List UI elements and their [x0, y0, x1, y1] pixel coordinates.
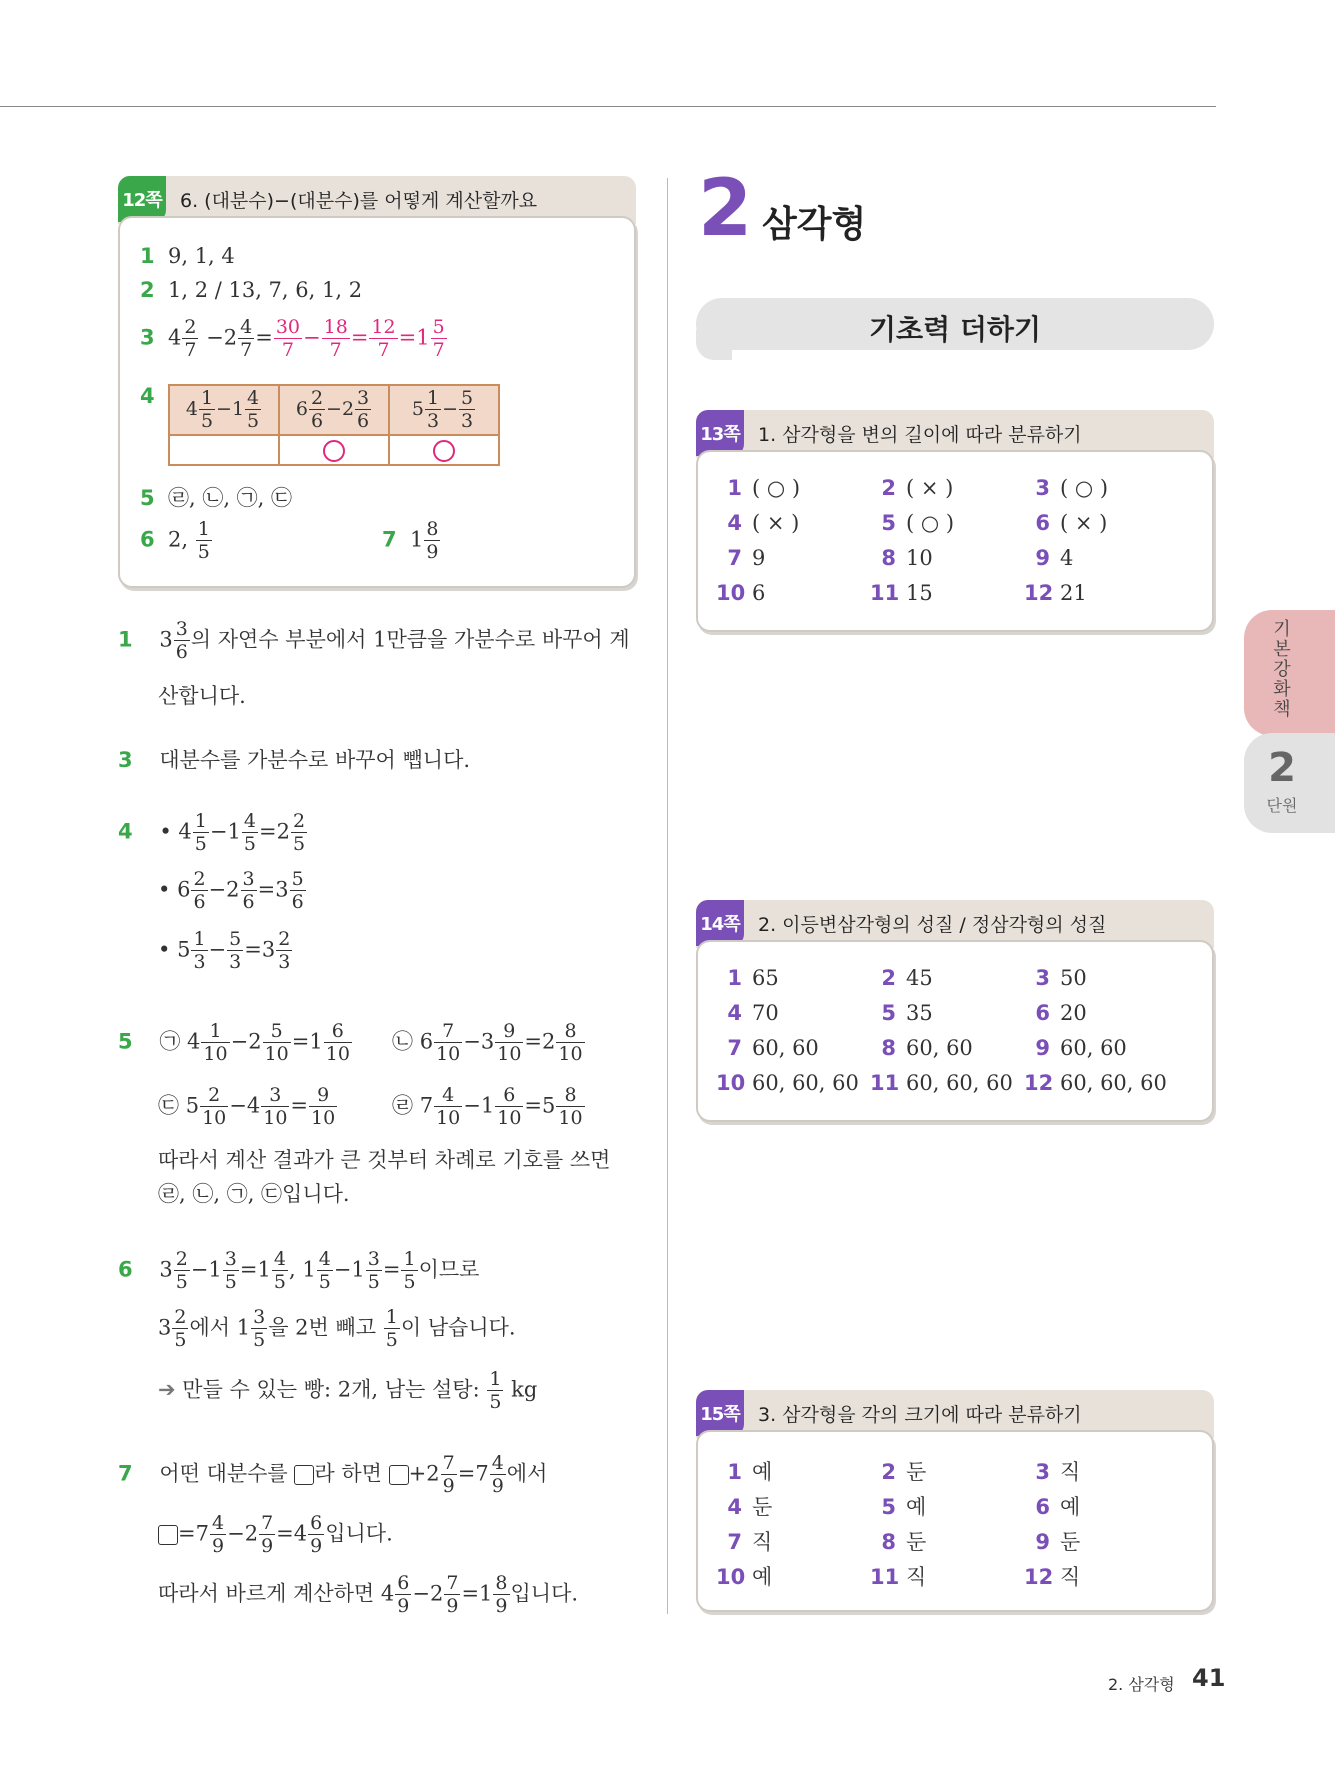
answer-value: 65 [752, 966, 779, 990]
answer-item [716, 1001, 779, 1025]
answer-number: 10 [716, 1071, 746, 1095]
answer-value: 9, 1, 4 [167, 244, 235, 268]
answer-number: 5 [140, 486, 155, 510]
page-tag: 12쪽 [118, 176, 166, 222]
table-cell-empty [169, 435, 279, 465]
answer-number: 7 [727, 546, 742, 570]
answer-number: 6 [140, 527, 155, 552]
side-tab-label: 기 본 강 화 책 [1273, 619, 1291, 720]
answer-value: 둔 [906, 1460, 927, 1484]
answer-number: 12 [1024, 581, 1054, 605]
answer-item [716, 1561, 772, 1591]
answer-box-12 [118, 176, 636, 588]
answer-6 [140, 520, 213, 562]
column-divider [667, 178, 668, 1614]
explanation-text: 대분수를 가분수로 바꾸어 뺍니다. [159, 748, 471, 772]
chapter-number: 2 [698, 164, 753, 254]
answer-item [1024, 476, 1108, 500]
answer-number: 9 [1035, 546, 1050, 570]
banner-text: 기초력 더하기 [868, 313, 1042, 346]
whole: 1 [409, 527, 424, 552]
answer-number: 8 [881, 1530, 896, 1554]
whole: 1 [416, 325, 430, 350]
answer-number: 12 [1024, 1071, 1054, 1095]
answer-item [716, 1036, 819, 1060]
answer-item [1024, 581, 1087, 605]
answer-value: 직 [752, 1530, 773, 1554]
answer-item [1024, 1036, 1127, 1060]
answer-value: 70 [752, 1001, 779, 1025]
explanation-number: 4 [118, 819, 133, 844]
explanation-5-d: ㉣ 7 $\frac{4}{10}$ −1 $\frac{6}{10}$ =5 $\frac{8}{10}$ [392, 1084, 583, 1129]
explanation-number: 3 [118, 748, 133, 772]
answer-item [870, 1456, 926, 1486]
page-tag: 14쪽 [696, 900, 744, 946]
answer-value: 60, 60 [906, 1036, 973, 1060]
answer-2 [140, 278, 362, 302]
explanation-3 [118, 744, 470, 774]
answer-number: 8 [881, 546, 896, 570]
answer-item [870, 1001, 933, 1025]
answer-value: 직 [906, 1565, 927, 1589]
answer-value: 60, 60, 60 [1060, 1071, 1167, 1095]
answer-item [1024, 1526, 1080, 1556]
table-cell: 4 $\frac{1}{5}$ −1 $\frac{4}{5}$ [169, 385, 279, 435]
answer-number: 11 [870, 581, 900, 605]
answer-value: ㉣, ㉡, ㉠, ㉢ [167, 486, 293, 510]
answer-value: 45 [906, 966, 933, 990]
footer-chapter-title: 2. 삼각형 [1108, 1675, 1175, 1694]
answer-value: 35 [906, 1001, 933, 1025]
answer-item [1024, 1001, 1087, 1025]
side-tab-unit[interactable] [1244, 733, 1335, 833]
top-rule [0, 106, 1216, 107]
answer-item [1024, 1456, 1080, 1486]
answer-7 [382, 520, 441, 562]
fraction: $\frac{8}{9}$ [426, 518, 439, 563]
explanation-5: 5 ㉠ 4 $\frac{1}{10}$ −2 $\frac{5}{10}$ =1 $\frac{6}{10}$ [118, 1020, 350, 1065]
answer-value: 예 [1060, 1495, 1081, 1519]
fraction: $\frac{1}{5}$ [197, 518, 210, 563]
answer-value: 15 [906, 581, 933, 605]
answer-item [1024, 546, 1073, 570]
explanation-6-line3: ➔ 만들 수 있는 빵: 2개, 남는 설탕: $\frac{1}{5}$ kg [158, 1368, 538, 1413]
answer-number: 4 [140, 384, 155, 408]
answer-number: 4 [727, 1001, 742, 1025]
answer-value: ( × ) [752, 511, 800, 535]
explanation-7-line2: =7 $\frac{4}{9}$ −2 $\frac{7}{9}$ =4 $\frac{6}{9}$ 입니다. [158, 1514, 393, 1556]
explanation-number: 5 [118, 1029, 133, 1054]
operator: − [206, 325, 224, 350]
answer-number: 1 [727, 966, 742, 990]
box-title: 6. (대분수)−(대분수)를 어떻게 계산할까요 [180, 190, 538, 212]
answer-item [870, 1071, 1013, 1095]
answer-item [1024, 511, 1107, 535]
answer-value: 둔 [1060, 1530, 1081, 1554]
answer-value: 둔 [906, 1530, 927, 1554]
blank-box-icon [389, 1465, 409, 1485]
fraction: $\frac{12}{7}$ [371, 316, 396, 361]
answer-number: 11 [870, 1071, 900, 1095]
answer-item [716, 581, 765, 605]
circle-mark-icon [433, 440, 455, 462]
answer-value: 2, [167, 527, 195, 552]
answer-number: 12 [1024, 1565, 1054, 1589]
answer-item [1024, 966, 1087, 990]
answer-4-table [168, 384, 500, 466]
answer-item [870, 546, 933, 570]
whole: 4 [167, 325, 182, 350]
answer-number: 2 [881, 1460, 896, 1484]
page-tag: 15쪽 [696, 1390, 744, 1436]
answer-number: 8 [881, 1036, 896, 1060]
answer-value: 60, 60, 60 [752, 1071, 859, 1095]
fraction: $\frac{18}{7}$ [323, 316, 348, 361]
answer-item [870, 1561, 926, 1591]
answer-value: ( ○ ) [1060, 476, 1109, 500]
answer-value: 60, 60 [752, 1036, 819, 1060]
answer-5 [140, 482, 292, 512]
table-cell: 5 $\frac{1}{3}$ − $\frac{5}{3}$ [389, 385, 499, 435]
fraction: $\frac{2}{7}$ [184, 316, 197, 361]
answer-item [870, 1491, 926, 1521]
answer-value: ( ○ ) [752, 476, 801, 500]
answer-box-15 [696, 1390, 1214, 1612]
answer-item [870, 966, 933, 990]
box-body [696, 1430, 1214, 1612]
answer-number: 6 [1035, 1495, 1050, 1519]
answer-number: 7 [727, 1036, 742, 1060]
answer-number: 7 [727, 1530, 742, 1554]
section-banner [696, 298, 1214, 350]
answer-number: 10 [716, 581, 746, 605]
answer-value: ( × ) [1060, 511, 1108, 535]
answer-value: 9 [752, 546, 766, 570]
answer-item [870, 1036, 973, 1060]
box-title: 2. 이등변삼각형의 성질 / 정삼각형의 성질 [758, 914, 1107, 936]
answer-number: 2 [881, 476, 896, 500]
fraction: $\frac{30}{7}$ [275, 316, 301, 361]
arrow-right-icon: ➔ [158, 1377, 176, 1402]
chapter-title: 삼각형 [762, 204, 867, 245]
explanation-6: 6 3 $\frac{2}{5}$ −1 $\frac{3}{5}$ =1 $\frac{4}{5}$ , 1 $\frac{4}{5}$ −1 $\frac{3}{5}$ = $\frac{1}{5}$ 이므로 [118, 1248, 480, 1293]
answer-value: 10 [906, 546, 933, 570]
page-tag: 13쪽 [696, 410, 744, 456]
answer-number: 3 [1035, 476, 1050, 500]
answer-item [716, 1071, 859, 1095]
answer-value: 50 [1060, 966, 1087, 990]
answer-box-14 [696, 900, 1214, 1122]
explanation-5-text1: 따라서 계산 결과가 큰 것부터 차례로 기호를 쓰면 [158, 1148, 611, 1172]
table-cell-circle [389, 435, 499, 465]
answer-number: 10 [716, 1565, 746, 1589]
answer-number: 9 [1035, 1036, 1050, 1060]
answer-value: 60, 60, 60 [906, 1071, 1013, 1095]
answer-value: 20 [1060, 1001, 1087, 1025]
box-title: 3. 삼각형을 각의 크기에 따라 분류하기 [758, 1404, 1082, 1426]
explanation-5-b: ㉡ 6 $\frac{7}{10}$ −3 $\frac{9}{10}$ =2 $\frac{8}{10}$ [392, 1020, 583, 1065]
answer-number: 6 [1035, 1001, 1050, 1025]
explanation-number: 1 [118, 627, 133, 652]
whole: 2 [223, 325, 238, 350]
explanation-5-c: ㉢ 5 $\frac{2}{10}$ −4 $\frac{3}{10}$ = $\frac{9}{10}$ [158, 1084, 336, 1129]
answer-item [716, 1491, 772, 1521]
explanation-7-line3: 따라서 바르게 계산하면 4 $\frac{6}{9}$ −2 $\frac{7}{9}$ =1 $\frac{8}{9}$ 입니다. [158, 1572, 579, 1617]
equals: = [255, 325, 273, 350]
explanation-4-line3: • 5 $\frac{1}{3}$ − $\frac{5}{3}$ =3 $\frac{2}{3}$ [158, 928, 291, 973]
answer-number: 5 [881, 1001, 896, 1025]
answer-item [1024, 1561, 1080, 1591]
answer-value: 4 [1060, 546, 1074, 570]
fraction: $\frac{5}{7}$ [432, 316, 445, 361]
equals: = [350, 325, 369, 350]
page-number: 41 [1192, 1664, 1226, 1692]
answer-item [716, 1526, 772, 1556]
table-cell: 6 $\frac{2}{6}$ −2 $\frac{3}{6}$ [279, 385, 389, 435]
blank-box-icon [294, 1465, 314, 1485]
answer-value: 21 [1060, 581, 1087, 605]
answer-item [870, 1526, 926, 1556]
answer-item [716, 1456, 772, 1486]
answer-number: 2 [881, 966, 896, 990]
answer-number: 3 [1035, 1460, 1050, 1484]
answer-item [716, 511, 799, 535]
answer-value: 6 [752, 581, 766, 605]
answer-number: 5 [881, 511, 896, 535]
explanation-1: 1 3 $\frac{3}{6}$ 의 자연수 부분에서 1만큼을 가분수로 바꾸어 계 [118, 618, 630, 663]
explanation-number: 6 [118, 1257, 133, 1282]
answer-4-number [140, 384, 155, 408]
answer-number: 1 [140, 244, 155, 268]
side-tab-basic-book[interactable] [1244, 610, 1335, 736]
answer-item [870, 476, 953, 500]
unit-label: 단원 [1266, 796, 1298, 815]
answer-item [1024, 1491, 1080, 1521]
explanation-1-cont: 산합니다. [158, 684, 246, 708]
answer-number: 3 [140, 325, 155, 350]
answer-value: 60, 60 [1060, 1036, 1127, 1060]
blank-box-icon [158, 1525, 178, 1545]
answer-value: ( × ) [906, 476, 954, 500]
answer-value: 예 [906, 1495, 927, 1519]
explanation-6-line2: 3 $\frac{2}{5}$ 에서 1 $\frac{3}{5}$ 을 2번 빼고 $\frac{1}{5}$ 이 남습니다. [158, 1306, 516, 1351]
fraction: $\frac{4}{7}$ [240, 316, 253, 361]
answer-item [1024, 1071, 1167, 1095]
answer-value: 직 [1060, 1460, 1081, 1484]
answer-value: 둔 [752, 1495, 773, 1519]
equals: = [398, 325, 417, 350]
answer-item [716, 546, 765, 570]
circle-mark-icon [323, 440, 345, 462]
answer-number: 4 [727, 511, 742, 535]
explanation-text: 의 자연수 부분에서 1만큼을 가분수로 바꾸어 계 [190, 627, 630, 652]
answer-number: 9 [1035, 1530, 1050, 1554]
answer-item [716, 966, 779, 990]
answer-value: 예 [752, 1460, 773, 1484]
explanation-number: 7 [118, 1461, 133, 1486]
answer-number: 4 [727, 1495, 742, 1519]
answer-number: 1 [727, 1460, 742, 1484]
answer-item [870, 511, 954, 535]
explanation-4: 4 • 4 $\frac{1}{5}$ −1 $\frac{4}{5}$ =2 $\frac{2}{5}$ [118, 810, 306, 855]
answer-number: 1 [727, 476, 742, 500]
answer-3 [140, 318, 448, 360]
answer-box-13 [696, 410, 1214, 632]
answer-value: 직 [1060, 1565, 1081, 1589]
unit-number: 2 [1268, 745, 1296, 791]
explanation-5-text2: ㉣, ㉡, ㉠, ㉢입니다. [158, 1182, 350, 1206]
answer-number: 6 [1035, 511, 1050, 535]
answer-number: 3 [1035, 966, 1050, 990]
answer-value: ( ○ ) [906, 511, 955, 535]
operator: − [303, 325, 321, 350]
box-title: 1. 삼각형을 변의 길이에 따라 분류하기 [758, 424, 1082, 446]
table-cell-circle [279, 435, 389, 465]
answer-1 [140, 244, 235, 268]
answer-number: 5 [881, 1495, 896, 1519]
answer-value: 1, 2 / 13, 7, 6, 1, 2 [167, 278, 363, 302]
answer-number: 11 [870, 1565, 900, 1589]
explanation-4-line2: • 6 $\frac{2}{6}$ −2 $\frac{3}{6}$ =3 $\frac{5}{6}$ [158, 868, 304, 913]
explanation-7: 7 어떤 대분수를 라 하면 +2 $\frac{7}{9}$ =7 $\frac{4}{9}$ 에서 [118, 1452, 548, 1497]
answer-item [716, 476, 800, 500]
answer-value: 예 [752, 1565, 773, 1589]
answer-number: 7 [382, 527, 397, 552]
answer-item [870, 581, 933, 605]
answer-number: 2 [140, 278, 155, 302]
